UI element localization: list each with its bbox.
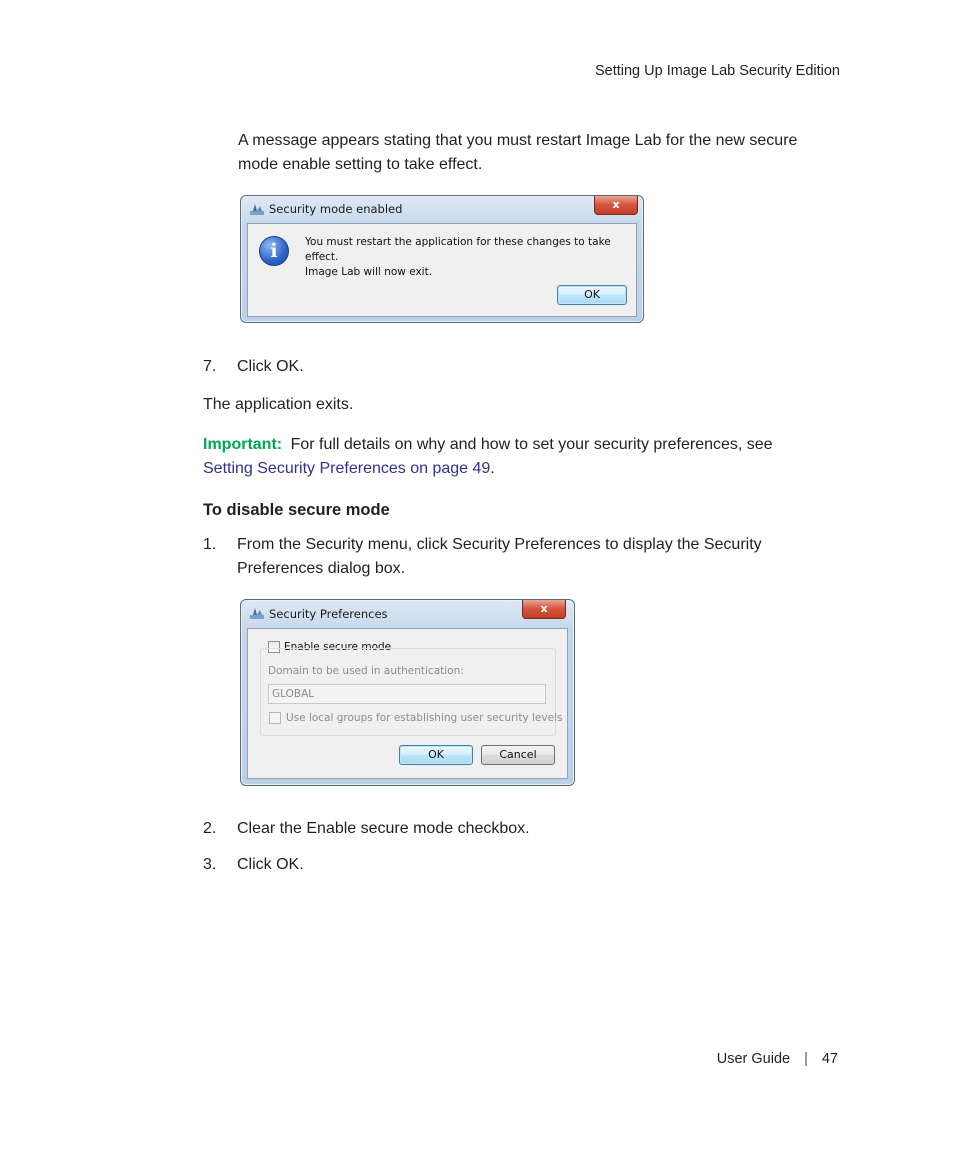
local-groups-checkbox[interactable] (269, 712, 281, 724)
local-groups-label: Use local groups for establishing user security levels (286, 712, 563, 724)
step-1-number: 1. (203, 536, 217, 553)
close-button[interactable]: x (594, 196, 638, 215)
security-preferences-link[interactable]: Setting Security Preferences on page 49 (203, 460, 491, 477)
step-2-text: Clear the Enable secure mode checkbox. (237, 820, 530, 837)
info-icon: i (259, 236, 289, 266)
dialog-client-area (247, 223, 637, 317)
step-1-line-2: Preferences dialog box. (237, 560, 406, 577)
dialog-title: Security mode enabled (269, 202, 403, 216)
section-heading: To disable secure mode (203, 501, 390, 519)
cancel-button[interactable]: Cancel (481, 745, 555, 765)
ok-button[interactable]: OK (557, 285, 627, 305)
important-label: Important: (203, 436, 283, 453)
step-3-text: Click OK. (237, 856, 304, 873)
ok-button[interactable]: OK (399, 745, 473, 765)
domain-label: Domain to be used in authentication: (268, 665, 464, 677)
message-line-2: Image Lab will now exit. (305, 266, 433, 278)
step-3 (203, 853, 304, 877)
step-7-number: 7. (203, 358, 217, 375)
step-3-number: 3. (203, 856, 217, 873)
intro-line-1: A message appears stating that you must restart Image Lab for the new secure (238, 132, 798, 149)
intro-paragraph (238, 129, 797, 177)
domain-input[interactable]: GLOBAL (268, 684, 546, 704)
message-line-1: You must restart the application for these changes to take effect. (305, 236, 611, 263)
dialog-message (305, 235, 636, 280)
footer-separator: | (804, 1051, 808, 1067)
security-mode-enabled-dialog (240, 195, 644, 323)
step-1-line-1: From the Security menu, click Security Preferences to display the Security (237, 536, 762, 553)
dialog-title: Security Preferences (269, 607, 388, 621)
running-header: Setting Up Image Lab Security Edition (594, 63, 840, 79)
footer-guide: User Guide (716, 1051, 791, 1067)
intro-line-2: mode enable setting to take effect. (238, 156, 483, 173)
app-icon (250, 607, 264, 620)
step-2 (203, 817, 530, 841)
page-footer (717, 1051, 838, 1067)
important-note (203, 433, 773, 481)
step-2-number: 2. (203, 820, 217, 837)
step-7-text: Click OK. (237, 358, 304, 375)
exits-paragraph: The application exits. (203, 396, 354, 413)
step-7 (203, 355, 304, 379)
security-preferences-dialog (240, 599, 575, 786)
important-period: . (490, 460, 495, 477)
close-button[interactable]: x (522, 600, 566, 619)
app-icon (250, 203, 264, 216)
important-text: For full details on why and how to set your security preferences, see (290, 436, 773, 453)
enable-secure-mode-label: Enable secure mode (284, 641, 392, 653)
dialog-client-area (247, 628, 568, 779)
step-1 (203, 533, 762, 581)
page-number: 47 (821, 1051, 838, 1067)
